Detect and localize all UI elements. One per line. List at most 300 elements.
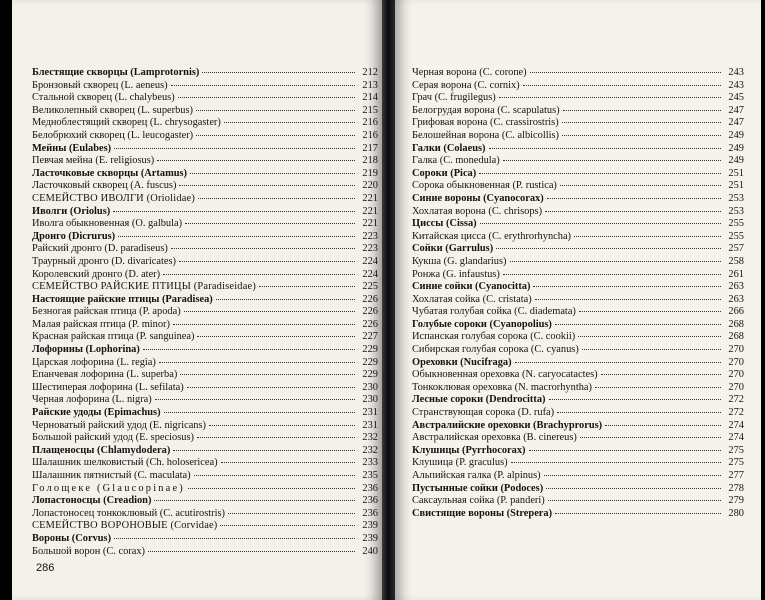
contents-entry [412, 193, 744, 206]
entry-title: Траурный дронго (D. divaricates) [32, 255, 176, 267]
entry-title: Грач (C. frugilegus) [412, 92, 496, 104]
dot-leader [178, 97, 355, 98]
contents-entry [32, 344, 378, 357]
entry-page-number: 226 [362, 306, 378, 318]
dot-leader [221, 462, 355, 463]
dot-leader [179, 261, 355, 262]
contents-entry [32, 294, 378, 307]
contents-entry [32, 281, 378, 294]
dot-leader [228, 513, 355, 514]
entry-page-number: 266 [728, 306, 744, 318]
entry-title: Циссы (Cissa) [412, 218, 477, 230]
entry-page-number: 245 [728, 92, 744, 104]
entry-page-number: 215 [362, 104, 378, 116]
entry-title: СЕМЕЙСТВО ИВОЛГИ (Oriolidae) [32, 192, 196, 204]
entry-title: Галка (C. monedula) [412, 155, 500, 167]
entry-page-number: 227 [362, 331, 378, 343]
entry-title: Малая райская птица (P. minor) [32, 318, 170, 330]
entry-page-number: 251 [728, 180, 744, 192]
contents-entry [412, 80, 744, 93]
entry-page-number: 279 [728, 495, 744, 507]
entry-title: Иволги (Oriolus) [32, 205, 111, 217]
dot-leader [510, 261, 721, 262]
dot-leader [503, 274, 721, 275]
dot-leader [188, 488, 355, 489]
entry-title: Белобрюхий скворец (L. leucogaster) [32, 129, 194, 141]
contents-entry [412, 168, 744, 181]
entry-title: Великолепный скворец (L. superbus) [32, 104, 193, 116]
contents-entry [412, 382, 744, 395]
entry-title: СЕМЕЙСТВО ВОРОНОВЫЕ (Corvidae) [32, 520, 218, 532]
contents-entry [32, 243, 378, 256]
entry-title: Сойки (Garrulus) [412, 243, 494, 255]
entry-title: Ласточковый скворец (A. fuscus) [32, 180, 177, 192]
dot-leader [180, 374, 355, 375]
entry-title: Черная лофорина (L. nigra) [32, 394, 152, 406]
dot-leader [259, 286, 355, 287]
dot-leader [184, 311, 355, 312]
entry-title: Галки (Colaeus) [412, 142, 486, 154]
contents-entry [32, 80, 378, 93]
dot-leader [511, 462, 721, 463]
entry-page-number: 275 [728, 444, 744, 456]
entry-title: Райские удоды (Epimachus) [32, 407, 161, 419]
entry-page-number: 226 [362, 318, 378, 330]
contents-entry [412, 117, 744, 130]
contents-entry [412, 432, 744, 445]
entry-page-number: 216 [362, 117, 378, 129]
dot-leader [143, 349, 355, 350]
contents-entry [412, 357, 744, 370]
dot-leader [224, 122, 355, 123]
contents-entry [32, 306, 378, 319]
dot-leader [187, 387, 355, 388]
contents-entry [412, 420, 744, 433]
entry-title: Лопастоносец тонкоклювый (C. acutirostris) [32, 507, 226, 519]
dot-leader [179, 185, 355, 186]
dot-leader [563, 110, 721, 111]
entry-title: Большой ворон (C. corax) [32, 545, 146, 557]
contents-entry [412, 394, 744, 407]
dot-leader [529, 450, 722, 451]
entry-title: Сорока обыкновенная (P. rustica) [412, 180, 557, 192]
contents-entry [32, 470, 378, 483]
contents-entry [412, 231, 744, 244]
contents-entry [32, 155, 378, 168]
dot-leader [173, 450, 355, 451]
dot-leader [578, 336, 721, 337]
entry-page-number: 226 [362, 293, 378, 305]
entry-title: Дронго (Dicrurus) [32, 230, 116, 242]
entry-page-number: 247 [728, 104, 744, 116]
entry-page-number: 274 [728, 432, 744, 444]
entry-title: Саксаульная сойка (P. panderi) [412, 495, 545, 507]
dot-leader [202, 72, 355, 73]
contents-entry [412, 206, 744, 219]
dot-leader [171, 248, 355, 249]
contents-entry [32, 269, 378, 282]
entry-title: Чубатая голубая сойка (C. diademata) [412, 306, 576, 318]
dot-leader [164, 412, 355, 413]
entry-page-number: 268 [728, 331, 744, 343]
entry-page-number: 236 [362, 482, 378, 494]
entry-page-number: 232 [362, 432, 378, 444]
entry-page-number: 239 [362, 520, 378, 532]
entry-page-number: 270 [728, 369, 744, 381]
right-contents-list [412, 67, 744, 520]
contents-entry [32, 206, 378, 219]
contents-entry [32, 495, 378, 508]
dot-leader [114, 148, 355, 149]
entry-page-number: 216 [362, 129, 378, 141]
contents-entry [32, 130, 378, 143]
dot-leader [545, 211, 721, 212]
entry-page-number: 258 [728, 255, 744, 267]
dot-leader [579, 311, 721, 312]
dot-leader [171, 85, 355, 86]
entry-title: Свистящие вороны (Strepera) [412, 507, 553, 519]
entry-title: Райский дронго (D. paradiseus) [32, 243, 168, 255]
entry-page-number: 255 [728, 218, 744, 230]
contents-entry [32, 369, 378, 382]
entry-page-number: 247 [728, 117, 744, 129]
entry-title: Плащеносцы (Chlamydodera) [32, 444, 171, 456]
entry-title: Кукша (G. glandarius) [412, 255, 507, 267]
entry-title: Мейны (Eulabes) [32, 142, 112, 154]
entry-page-number: 231 [362, 407, 378, 419]
entry-page-number: 277 [728, 470, 744, 481]
contents-entry [32, 508, 378, 521]
dot-leader [220, 525, 355, 526]
entry-page-number: 253 [728, 205, 744, 217]
entry-title: Королевский дронго (D. ater) [32, 268, 161, 280]
page-number: 286 [36, 562, 55, 574]
dot-leader [530, 72, 721, 73]
entry-page-number: 274 [728, 419, 744, 431]
entry-title: Белошейная ворона (C. albicollis) [412, 129, 560, 141]
entry-title: Шалашник пятнистый (C. maculata) [32, 470, 191, 481]
contents-entry [32, 231, 378, 244]
dot-leader [157, 160, 355, 161]
entry-title: СЕМЕЙСТВО РАЙСКИЕ ПТИЦЫ (Paradiseidae) [32, 281, 256, 293]
entry-page-number: 232 [362, 444, 378, 456]
contents-entry [32, 394, 378, 407]
dot-leader [546, 488, 721, 489]
contents-entry [412, 407, 744, 420]
dot-leader [148, 551, 355, 552]
contents-entry [412, 508, 744, 521]
entry-title: Хохлатая сойка (C. cristata) [412, 293, 532, 305]
entry-page-number: 223 [362, 230, 378, 242]
dot-leader [515, 362, 721, 363]
entry-page-number: 224 [362, 255, 378, 267]
dot-leader [190, 173, 355, 174]
entry-page-number: 219 [362, 167, 378, 179]
dot-leader [549, 399, 721, 400]
entry-page-number: 230 [362, 394, 378, 406]
entry-page-number: 249 [728, 155, 744, 167]
dot-leader [503, 160, 721, 161]
entry-title: Иволга обыкновенная (O. galbula) [32, 218, 183, 230]
entry-title: Блестящие скворцы (Lamprotornis) [32, 67, 200, 78]
entry-page-number: 270 [728, 381, 744, 393]
entry-page-number: 263 [728, 293, 744, 305]
contents-entry [32, 445, 378, 458]
dot-leader [548, 500, 721, 501]
contents-entry [32, 92, 378, 105]
contents-entry [412, 256, 744, 269]
contents-entry [412, 457, 744, 470]
entry-page-number: 217 [362, 142, 378, 154]
entry-page-number: 213 [362, 79, 378, 91]
contents-entry [32, 483, 378, 496]
entry-title: Лопастоносцы (Creadion) [32, 495, 152, 507]
dot-leader [197, 437, 355, 438]
dot-leader [197, 336, 355, 337]
contents-entry [32, 407, 378, 420]
entry-title: Белогрудая ворона (C. scapulatus) [412, 104, 560, 116]
contents-entry [32, 143, 378, 156]
entry-title: Серая ворона (C. cornix) [412, 79, 520, 91]
entry-title: Стальной скворец (L. chalybeus) [32, 92, 175, 104]
entry-title: Шалашник шелковистый (Ch. holosericea) [32, 457, 218, 469]
contents-entry [412, 269, 744, 282]
entry-title: Испанская голубая сорока (C. cookii) [412, 331, 576, 343]
entry-page-number: 212 [362, 67, 378, 78]
contents-entry [32, 546, 378, 559]
dot-leader [159, 362, 355, 363]
dot-leader [533, 286, 721, 287]
dot-leader [595, 387, 721, 388]
dot-leader [216, 299, 355, 300]
entry-title: Австралийские ореховки (Brachyprorus) [412, 419, 603, 431]
contents-entry [32, 331, 378, 344]
entry-page-number: 229 [362, 356, 378, 368]
dot-leader [173, 324, 355, 325]
entry-page-number: 225 [362, 281, 378, 293]
contents-entry [32, 457, 378, 470]
contents-entry [412, 67, 744, 80]
contents-entry [32, 382, 378, 395]
contents-entry [412, 281, 744, 294]
entry-title: Бронзовый скворец (L. aeneus) [32, 79, 168, 91]
entry-title: Ореховки (Nucifraga) [412, 356, 512, 368]
dot-leader [479, 173, 721, 174]
entry-page-number: 249 [728, 142, 744, 154]
entry-title: Альпийская галка (P. alpinus) [412, 470, 541, 481]
dot-leader [560, 185, 721, 186]
contents-entry [412, 331, 744, 344]
dot-leader [194, 475, 355, 476]
dot-leader [605, 425, 721, 426]
entry-title: Вороны (Corvus) [32, 532, 112, 544]
entry-title: Синие сойки (Cyanocitta) [412, 281, 531, 293]
contents-entry [32, 218, 378, 231]
dot-leader [209, 425, 355, 426]
entry-page-number: 236 [362, 495, 378, 507]
entry-page-number: 251 [728, 167, 744, 179]
entry-title: Шестиперая лофорина (L. sefilata) [32, 381, 184, 393]
entry-page-number: 275 [728, 457, 744, 469]
contents-entry [412, 218, 744, 231]
entry-page-number: 221 [362, 192, 378, 204]
entry-title: Голощеке (Glaucopinae) [32, 482, 185, 494]
dot-leader [489, 148, 721, 149]
left-contents-list [32, 67, 378, 558]
entry-page-number: 270 [728, 356, 744, 368]
contents-entry [412, 369, 744, 382]
entry-title: Лесные сороки (Dendrocitta) [412, 394, 546, 406]
entry-title: Обыкновенная ореховка (N. caryocatactes) [412, 369, 598, 381]
entry-title: Настоящие райские птицы (Paradisea) [32, 293, 213, 305]
entry-title: Красная райская птица (P. sanguinea) [32, 331, 195, 343]
entry-page-number: 229 [362, 344, 378, 356]
contents-entry [32, 193, 378, 206]
entry-title: Большой райский удод (E. speciosus) [32, 432, 194, 444]
dot-leader [535, 299, 721, 300]
entry-title: Черная ворона (C. corone) [412, 67, 527, 78]
contents-entry [412, 180, 744, 193]
contents-entry [32, 168, 378, 181]
dot-leader [198, 198, 355, 199]
entry-title: Клушицы (Pyrrhocorax) [412, 444, 526, 456]
entry-title: Сибирская голубая сорока (C. cyanus) [412, 344, 579, 356]
contents-entry [32, 256, 378, 269]
entry-page-number: 257 [728, 243, 744, 255]
entry-page-number: 272 [728, 407, 744, 419]
entry-title: Голубые сороки (Cyanopolius) [412, 318, 552, 330]
entry-page-number: 272 [728, 394, 744, 406]
dot-leader [480, 223, 721, 224]
entry-page-number: 235 [362, 470, 378, 481]
contents-entry [412, 319, 744, 332]
contents-entry [412, 92, 744, 105]
entry-title: Пустынные сойки (Podoces) [412, 482, 544, 494]
dot-leader [499, 97, 721, 98]
dot-leader [574, 236, 721, 237]
entry-title: Черноватый райский удод (E. nigricans) [32, 419, 207, 431]
dot-leader [562, 135, 721, 136]
entry-page-number: 230 [362, 381, 378, 393]
entry-page-number: 231 [362, 419, 378, 431]
entry-page-number: 224 [362, 268, 378, 280]
dot-leader [582, 349, 721, 350]
entry-page-number: 268 [728, 318, 744, 330]
entry-page-number: 220 [362, 180, 378, 192]
entry-page-number: 221 [362, 218, 378, 230]
contents-entry [412, 306, 744, 319]
dot-leader [547, 198, 721, 199]
entry-page-number: 278 [728, 482, 744, 494]
dot-leader [555, 324, 721, 325]
entry-page-number: 214 [362, 92, 378, 104]
entry-page-number: 233 [362, 457, 378, 469]
dot-leader [113, 211, 355, 212]
dot-leader [155, 399, 355, 400]
entry-title: Лофорины (Lophorina) [32, 344, 140, 356]
dot-leader [555, 513, 721, 514]
dot-leader [544, 475, 721, 476]
contents-entry [32, 117, 378, 130]
contents-entry [412, 105, 744, 118]
dot-leader [580, 437, 721, 438]
dot-leader [496, 248, 721, 249]
dot-leader [114, 538, 355, 539]
dot-leader [196, 110, 355, 111]
contents-entry [412, 243, 744, 256]
entry-title: Сороки (Pica) [412, 167, 477, 179]
contents-entry [412, 344, 744, 357]
contents-entry [32, 432, 378, 445]
dot-leader [601, 374, 721, 375]
entry-page-number: 240 [362, 545, 378, 557]
entry-title: Хохлатая ворона (C. chrisops) [412, 205, 543, 217]
entry-page-number: 243 [728, 79, 744, 91]
contents-entry [32, 180, 378, 193]
contents-entry [412, 155, 744, 168]
entry-title: Тонкоклювая ореховка (N. macrorhyntha) [412, 381, 592, 393]
contents-entry [412, 445, 744, 458]
contents-entry [412, 483, 744, 496]
entry-page-number: 253 [728, 192, 744, 204]
contents-entry [32, 67, 378, 80]
entry-title: Китайская цисса (C. erythrorhyncha) [412, 230, 572, 242]
entry-title: Медноблестящий скворец (L. chrysogaster) [32, 117, 221, 129]
contents-entry [32, 319, 378, 332]
entry-title: Грифовая ворона (C. crassirostris) [412, 117, 559, 129]
entry-page-number: 261 [728, 268, 744, 280]
contents-entry [32, 105, 378, 118]
dot-leader [154, 500, 355, 501]
entry-title: Царская лофорина (L. regia) [32, 356, 156, 368]
contents-entry [32, 420, 378, 433]
contents-entry [412, 294, 744, 307]
contents-entry [32, 520, 378, 533]
entry-page-number: 270 [728, 344, 744, 356]
contents-entry [412, 470, 744, 483]
entry-page-number: 236 [362, 507, 378, 519]
contents-entry [32, 357, 378, 370]
right-page [395, 0, 761, 600]
dot-leader [163, 274, 355, 275]
entry-page-number: 221 [362, 205, 378, 217]
entry-page-number: 223 [362, 243, 378, 255]
entry-title: Клушица (P. graculus) [412, 457, 508, 469]
entry-title: Синие вороны (Cyanocorax) [412, 192, 544, 204]
entry-title: Австралийская ореховка (B. cinereus) [412, 432, 577, 444]
entry-page-number: 218 [362, 155, 378, 167]
entry-page-number: 255 [728, 230, 744, 242]
entry-page-number: 249 [728, 129, 744, 141]
dot-leader [196, 135, 355, 136]
dot-leader [523, 85, 721, 86]
dot-leader [557, 412, 721, 413]
entry-page-number: 243 [728, 67, 744, 78]
left-page [12, 0, 382, 600]
entry-title: Епанчевая лофорина (L. superba) [32, 369, 178, 381]
book-gutter [382, 0, 395, 600]
entry-title: Певчая мейна (E. religiosus) [32, 155, 155, 167]
dot-leader [562, 122, 721, 123]
entry-page-number: 229 [362, 369, 378, 381]
entry-page-number: 239 [362, 532, 378, 544]
entry-title: Безногая райская птица (P. apoda) [32, 306, 181, 318]
entry-title: Странствующая сорока (D. rufa) [412, 407, 555, 419]
contents-entry [412, 495, 744, 508]
dot-leader [185, 223, 355, 224]
contents-entry [412, 130, 744, 143]
dot-leader [118, 236, 355, 237]
